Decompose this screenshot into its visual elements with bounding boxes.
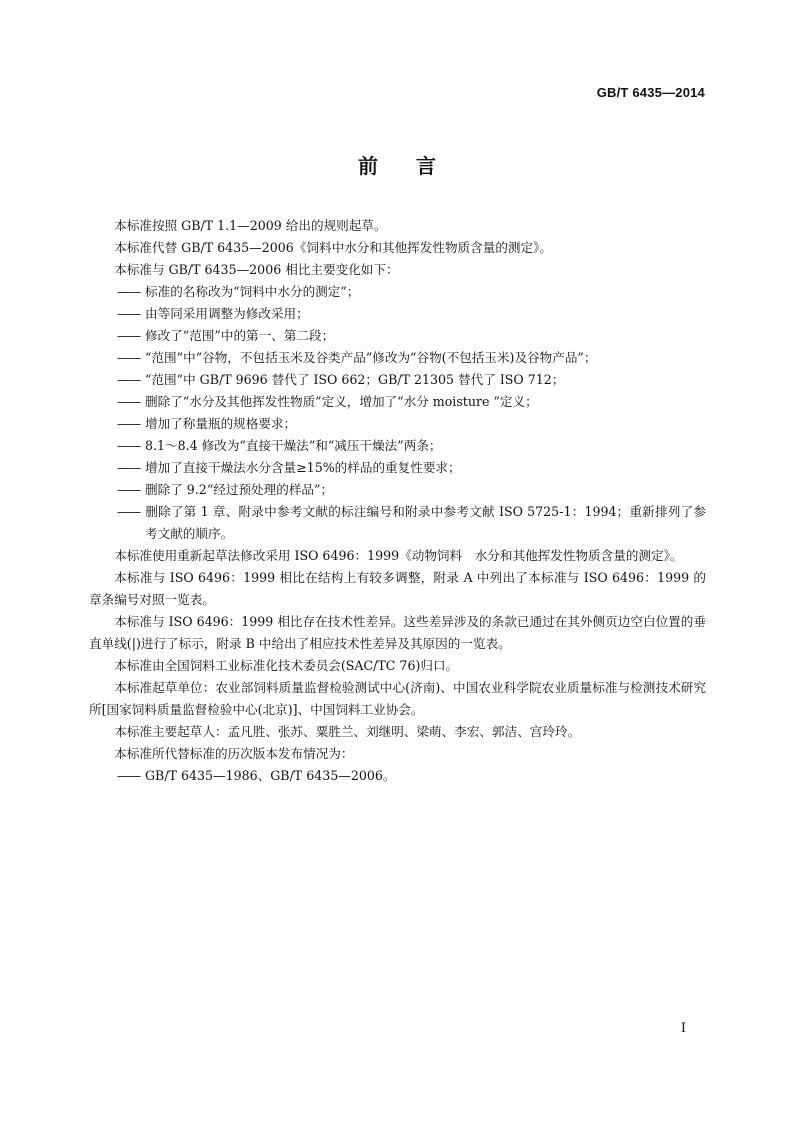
dash-marker: —— xyxy=(117,482,141,497)
dash-marker: —— xyxy=(117,284,141,299)
list-item-text: 修改了“范围”中的第一、第二段； xyxy=(145,328,335,343)
list-item xyxy=(89,413,706,435)
dash-marker: —— xyxy=(117,328,141,343)
list-item xyxy=(89,435,706,457)
paragraph: 本标准由全国饲料工业标准化技术委员会(SAC/TC 76)归口。 xyxy=(114,658,459,673)
paragraph: 本标准按照 GB/T 1.1—2009 给出的规则起草。 xyxy=(114,218,387,233)
list-item-text: 8.1～8.4 修改为“直接干燥法”和“减压干燥法”两条； xyxy=(145,438,442,453)
page-title: 前言 xyxy=(358,154,474,178)
paragraph: 本标准代替 GB/T 6435—2006《饲料中水分和其他挥发性物质含量的测定》。 xyxy=(114,240,552,255)
list-item-text: 删除了“水分及其他挥发性物质”定义，增加了“水分 moisture ”定义； xyxy=(145,394,538,409)
paragraph: 本标准与 ISO 6496：1999 相比存在技术性差异。这些差异涉及的条款已通过在其外侧页边空白位置的垂直单线(|)进行了标示，附录 B 中给出了相应技术性差异及其原因的一览表。 xyxy=(89,614,706,651)
list-item-text: 标准的名称改为“饲料中水分的测定”； xyxy=(145,284,360,299)
list-item-text: 删除了 9.2“经过预处理的样品”； xyxy=(145,482,334,497)
list-item xyxy=(89,369,706,391)
list-item xyxy=(89,347,706,369)
list-item xyxy=(89,765,706,787)
paragraph: 本标准与 GB/T 6435—2006 相比主要变化如下： xyxy=(114,262,399,277)
list-item-text: 删除了第 1 章、附录中参考文献的标注编号和附录中参考文献 ISO 5725-1：1994；重新排列了参考文献的顺序。 xyxy=(145,504,706,541)
page-number: I xyxy=(680,1021,686,1036)
list-item xyxy=(89,303,706,325)
paragraph: 本标准所代替标准的历次版本发布情况为： xyxy=(114,746,354,761)
list-item-text: 由等同采用调整为修改采用； xyxy=(145,306,309,321)
paragraph: 本标准主要起草人：孟凡胜、张苏、粟胜兰、刘继明、梁萌、李宏、郭洁、宫玲玲。 xyxy=(114,724,581,739)
dash-marker: —— xyxy=(117,306,141,321)
list-item xyxy=(89,391,706,413)
dash-marker: —— xyxy=(117,416,141,431)
document-body xyxy=(89,215,706,787)
list-item-text: “范围”中“谷物，不包括玉米及谷类产品”修改为“谷物(不包括玉米)及谷物产品”； xyxy=(145,350,597,365)
paragraph: 本标准与 ISO 6496：1999 相比在结构上有较多调整，附录 A 中列出了本标准与 ISO 6496：1999 的章条编号对照一览表。 xyxy=(89,570,706,607)
list-item xyxy=(89,501,706,545)
list-item-text: “范围”中 GB/T 9696 替代了 ISO 662；GB/T 21305 替代了 ISO 712； xyxy=(145,372,565,387)
paragraph: 本标准起草单位：农业部饲料质量监督检验测试中心(济南)、中国农业科学院农业质量标准与检测技术研究所[国家饲料质量监督检验中心(北京)]、中国饲料工业协会。 xyxy=(89,680,706,717)
dash-marker: —— xyxy=(117,350,141,365)
paragraph: 本标准使用重新起草法修改采用 ISO 6496：1999《动物饲料 水分和其他挥发性物质含量的测定》。 xyxy=(114,548,683,563)
list-item xyxy=(89,479,706,501)
list-item-text: 增加了直接干燥法水分含量≥15%的样品的重复性要求； xyxy=(145,460,461,475)
dash-marker: —— xyxy=(117,768,141,783)
list-item xyxy=(89,325,706,347)
list-item-text: GB/T 6435—1986、GB/T 6435—2006。 xyxy=(145,768,396,783)
standard-code: GB/T 6435—2014 xyxy=(596,85,705,100)
dash-marker: —— xyxy=(117,460,141,475)
list-item xyxy=(89,457,706,479)
list-item xyxy=(89,281,706,303)
dash-marker: —— xyxy=(117,394,141,409)
list-item-text: 增加了称量瓶的规格要求； xyxy=(145,416,297,431)
dash-marker: —— xyxy=(117,372,141,387)
dash-marker: —— xyxy=(117,438,141,453)
dash-marker: —— xyxy=(117,504,141,519)
